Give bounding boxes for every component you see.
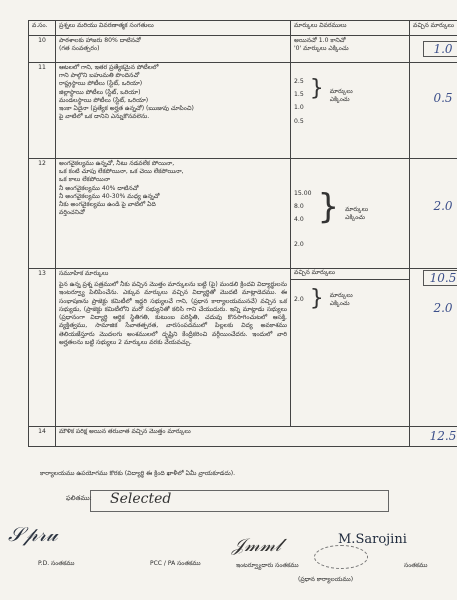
value-numbers: [294, 78, 304, 131]
row-description: [56, 159, 291, 269]
marks-cell: [410, 63, 457, 159]
value-item: 2.0: [294, 240, 304, 248]
brace-icon: }: [309, 76, 324, 101]
marks-cell: [410, 159, 457, 269]
marks-cell: [410, 427, 457, 447]
value-numbers: [294, 190, 311, 254]
committee-signature-mark: 𝒥𝓂𝓂𝓁: [232, 535, 281, 556]
desc-line: రాష్ట్రస్థాయి పోటీలు (స్టేట్, ఒరియా): [59, 80, 143, 88]
result-label: ఫలితము:: [66, 494, 92, 502]
value-label: మార్కులు ఎక్కించు: [329, 88, 353, 104]
value-label: మార్కులు ఎక్కించు: [345, 206, 369, 222]
value-item: 2.5: [294, 78, 304, 85]
handwritten-subtotal: 10.5: [429, 270, 457, 285]
pd-signature-label: P.D. సంతకము: [38, 560, 75, 567]
desc-line: గాని పాల్గొని బహుమతి పొందినచో: [59, 72, 140, 80]
desc-line: జిల్లాస్థాయి పోటీలు (స్టేట్, ఒరియా): [59, 88, 141, 96]
desc-line: ఒక కంటి చూపు లేకపోయినా, ఒక చెయి లేకపోయినా,: [59, 168, 184, 176]
table-row-13: [29, 269, 457, 427]
value-list: [294, 78, 406, 131]
pcc-signature-label: PCC / PA సంతకము: [150, 560, 201, 567]
row-description: [56, 36, 291, 63]
desc-line: ఆటలలో గాని, ఇతర ప్రత్యేకమైన పోటీలలో: [59, 64, 159, 71]
office-use-note: కార్యాలయము ఉపయోగము కొరకు (విద్యార్థి ఈ క్రింది ఖాళీలో ఏమీ వ్రాయకూడదు).: [40, 470, 236, 477]
table-row-10: [29, 36, 457, 63]
brace-icon: }: [309, 286, 324, 312]
desc-line: నీకు అంగవైకల్యము ఉండి పై వాటిలో ఏది: [59, 201, 156, 209]
row-description: మౌళిక పరిక్ష అయిన తరువాత వచ్చిన మొత్తం మార్కులు: [56, 427, 410, 447]
handwritten-marks: 0.5: [433, 91, 453, 105]
table-row-11: [29, 63, 457, 159]
desc-line: వర్తించనిచో: [59, 209, 85, 217]
value-item: 15.00: [294, 190, 312, 197]
row-number: 14: [29, 427, 56, 447]
value-list: [294, 288, 406, 310]
row-number: 10: [29, 36, 56, 63]
head-office-label: (ప్రధాన కార్యాలయము): [298, 576, 354, 583]
table-row-12: [29, 159, 457, 269]
handwritten-marks: 2.0: [433, 301, 453, 315]
header-marks-obtained: వచ్చిన మార్కులు: [410, 21, 457, 36]
marks-cell: [410, 269, 457, 427]
header-mark-details: మార్కులు వివరములు: [291, 21, 410, 36]
handwritten-marks: 2.0: [433, 199, 453, 213]
office-seal: [314, 545, 368, 569]
handwritten-name: M.Sarojini: [338, 532, 407, 547]
subtotal-box: [423, 270, 457, 286]
row-detail: [291, 36, 410, 63]
detail-header: వచ్చిన మార్కులు: [291, 269, 409, 280]
value-item: 4.0: [294, 216, 304, 224]
row-detail: [291, 159, 410, 269]
marks-table: [28, 20, 457, 447]
value-label: మార్కులు ఎక్కించు: [329, 292, 353, 308]
desc-line: ఇంకా ఏదైనా (ప్రత్యేక అర్హత ఉన్నచో) (ఋజువు చూపించి): [59, 105, 194, 113]
header-sno: వ.సం.: [29, 21, 56, 36]
value-item: 1.5: [294, 91, 304, 99]
value-item: 1.0: [294, 104, 304, 112]
detail-line: '0' మార్కులు ఎక్కించు: [294, 45, 349, 53]
result-value: Selected: [110, 491, 172, 507]
marks-box: [423, 41, 457, 57]
value-item: 2.0: [294, 296, 304, 304]
handwritten-marks: 1.0: [433, 41, 453, 56]
office-signature-label: సంతకము: [404, 562, 428, 569]
desc-line: అంగవైకల్యము ఉన్నచో, నీటు నడవలేక పోయినా,: [59, 160, 175, 167]
header-questions: ప్రశ్నలు మరియు వివరణాత్మక సంగతులు: [56, 21, 291, 36]
detail-line: అయినచో 1.0 కానిచో: [294, 37, 346, 44]
handwritten-total: 12.5: [429, 429, 457, 443]
desc-paragraph: పైన ఉన్న ప్రశ్న పత్రములో నీకు వచ్చిన మొత్తం మార్కులను బట్టి (పై) మండలి క్రిందవి విద్యార్థులను ఇంటర్వ్యూ పిలిపించేను. ఎక్కువ మార్కులు వచ్చిన విద్యార్థితో మొదటి మాట్లాడెదము. ఈ సంభాషణను ప్రాజెక్టు కమిటీలో ఇద్దరి సభ్యులచే గాని, (ప్రధాన కార్యాలయమునచే) వచ్చిన ఒక సభ్యుడు, (ప్రాజెక్టు కమిటీలోని మరో సభ్యునితో కలిసి గాని చేయుదురు. ఇన్ని మాట్లాడు సభ్యులు (ప్రధానంగా విద్యార్థి ఆర్థిక స్థితిగతి, కుటుంబ పరిస్థితి, చదువు కొనసాగించుటలో ఆసక్తి, వ్యక్తిత్వము, సామాజిక సేవాతత్పరత, వారసంపదములో పిల్లలకు విద్య అవకాశము తెలియజేస్తూరు మొదలగు అంశములలో దృష్టిని కేంద్రీకరించి వర్గీయించేదరు. ఇందులో వారి అర్హతలను బట్టి సభ్యులు 2 మార్కులు వరకు వేయవచ్చు.: [59, 281, 287, 346]
table-header-row: [29, 21, 457, 36]
desc-line: (గత సంవత్సరం): [59, 45, 100, 53]
value-item: 8.0: [294, 203, 304, 211]
value-list: [294, 187, 406, 254]
row-description: [56, 63, 291, 159]
row-number: 11: [29, 63, 56, 159]
committee-signature-label: ఇంటర్వ్యూదారు సంతకము: [236, 562, 299, 569]
desc-line: ఒక కాలు లేకపోయినా: [59, 176, 111, 184]
brace-icon: }: [317, 187, 340, 227]
row-detail: [291, 63, 410, 159]
row-number: 13: [29, 269, 56, 427]
desc-line: నీ అంగవైకల్యము 40% దాటినచో: [59, 184, 139, 192]
row-description: [56, 269, 291, 427]
value-numbers: [294, 296, 304, 309]
desc-line: నీ అంగవైకల్యము 40-30% మధ్య ఉన్నచో: [59, 192, 160, 200]
table-row-14: [29, 427, 457, 447]
value-item: 0.5: [294, 117, 304, 125]
row-title: సమూహిక మార్కులు: [59, 270, 109, 277]
marks-cell: [410, 36, 457, 63]
row-detail: [291, 269, 410, 427]
desc-line: పై వాటిలో ఒక దానిని ఎన్నుకొనవలెను.: [59, 113, 150, 121]
row-number: 12: [29, 159, 56, 269]
pd-signature-mark: 𝒮𝓅𝓇𝓊: [8, 522, 58, 546]
desc-line: మండలస్థాయి పోటీలు (స్టేట్, ఒరియా): [59, 96, 149, 104]
desc-line: పాఠశాలకు హాజరు 80% దాటినచో: [59, 37, 141, 44]
